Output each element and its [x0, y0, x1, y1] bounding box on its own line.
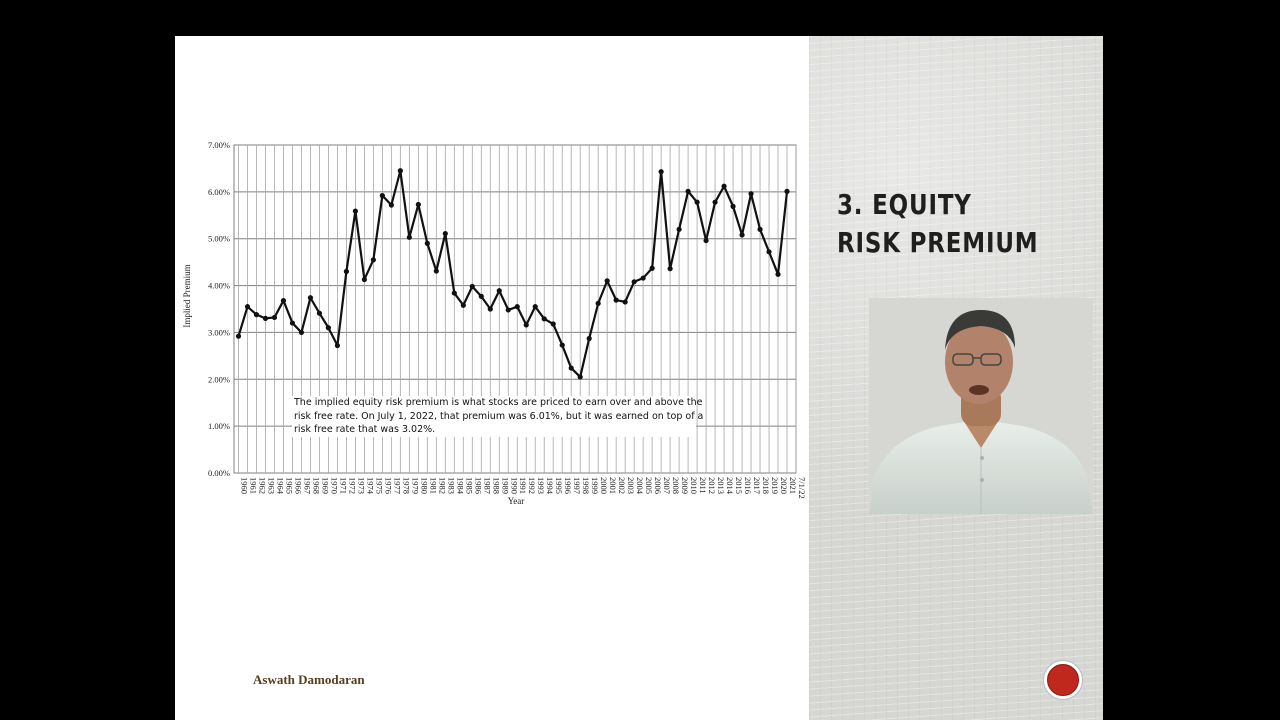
x-tick-label: 1988 [491, 477, 502, 494]
x-tick-label: 1966 [293, 477, 304, 494]
x-tick-label: 1985 [464, 477, 475, 494]
chart-annotation [292, 396, 704, 437]
data-point [569, 365, 574, 370]
x-tick-label: 1961 [248, 477, 259, 494]
x-tick-label: 2018 [761, 477, 772, 494]
x-tick-label: 1978 [401, 477, 412, 494]
data-point [443, 231, 448, 236]
data-point [344, 269, 349, 274]
x-tick-label: 2008 [671, 477, 682, 494]
x-tick-label: 2019 [770, 477, 781, 494]
data-point [524, 322, 529, 327]
data-point [389, 202, 394, 207]
data-point [712, 200, 717, 205]
data-point [596, 301, 601, 306]
x-tick-label: 2007 [662, 477, 673, 494]
data-point [506, 307, 511, 312]
presenter-video [869, 298, 1093, 514]
x-tick-label: 1987 [482, 477, 493, 494]
data-point [587, 336, 592, 341]
x-tick-label: 2021 [788, 477, 799, 494]
chart-annotation-line: risk free rate that was 3.02%. [294, 424, 436, 435]
x-tick-label: 1972 [347, 477, 358, 494]
x-tick-label: 1998 [581, 477, 592, 494]
author-name: Aswath Damodaran [253, 672, 365, 687]
data-point [497, 288, 502, 293]
data-point [263, 316, 268, 321]
data-point [353, 208, 358, 213]
data-point [488, 306, 493, 311]
data-point [623, 299, 628, 304]
data-point [272, 315, 277, 320]
x-tick-label: 2009 [680, 477, 691, 494]
x-tick-label: 1970 [329, 477, 340, 494]
x-tick-label: 1971 [338, 477, 349, 494]
data-point [236, 334, 241, 339]
data-point [308, 295, 313, 300]
x-tick-label: 1980 [419, 477, 430, 494]
x-tick-label: 1960 [239, 477, 250, 494]
data-point [461, 303, 466, 308]
data-point [748, 191, 753, 196]
data-point [730, 204, 735, 209]
chart-annotation-line: risk free rate. On July 1, 2022, that premium was 6.01%, but it was earned on top of a [294, 410, 704, 422]
x-tick-label: 1977 [392, 477, 403, 494]
x-tick-label: 2003 [626, 477, 637, 494]
data-point [326, 325, 331, 330]
x-tick-label: 1994 [545, 477, 556, 494]
data-point [578, 374, 583, 379]
y-tick-label: 5.00% [208, 233, 230, 244]
y-tick-label: 3.00% [208, 327, 230, 338]
x-tick-label: 2011 [698, 477, 709, 494]
data-point [685, 189, 690, 194]
x-tick-label: 2000 [599, 477, 610, 494]
x-tick-label: 1968 [311, 477, 322, 494]
data-point [317, 311, 322, 316]
data-point [632, 279, 637, 284]
x-tick-label: 2006 [653, 477, 664, 494]
x-tick-label: 1997 [572, 477, 583, 494]
chart-annotation-line: The implied equity risk premium is what stocks are priced to earn over and above the [294, 397, 703, 408]
data-point [434, 268, 439, 273]
x-tick-label: 1975 [374, 477, 385, 494]
x-tick-label: 1984 [455, 477, 466, 494]
data-point [659, 169, 664, 174]
data-point [425, 241, 430, 246]
x-tick-label: 1962 [257, 477, 268, 494]
data-point [416, 202, 421, 207]
x-tick-label: 2015 [734, 477, 745, 494]
slide [175, 36, 1103, 720]
y-axis-label: Implied Premium [182, 264, 192, 328]
y-tick-label: 7.00% [208, 140, 230, 150]
circle-button-icon [1047, 664, 1079, 696]
data-point [335, 343, 340, 348]
data-point [245, 304, 250, 309]
x-tick-label: 2012 [707, 477, 718, 494]
x-tick-label: 1986 [473, 477, 484, 494]
x-tick-label: 1982 [437, 477, 448, 494]
y-tick-label: 1.00% [208, 421, 230, 432]
x-tick-label: 1965 [284, 477, 295, 494]
x-tick-label: 2013 [716, 477, 727, 494]
data-point [641, 275, 646, 280]
x-tick-label: 1969 [320, 477, 331, 494]
y-tick-label: 0.00% [208, 468, 230, 478]
data-point [739, 232, 744, 237]
y-tick-label: 6.00% [208, 186, 230, 197]
data-point [757, 227, 762, 232]
x-tick-label: 1995 [554, 477, 565, 494]
slide-title: 3. EQUITY RISK PREMIUM [837, 188, 1039, 259]
x-tick-label: 1976 [383, 477, 394, 494]
data-point [515, 304, 520, 309]
data-point [281, 298, 286, 303]
x-tick-label: 2004 [635, 477, 646, 494]
data-point [784, 189, 789, 194]
data-point [380, 193, 385, 198]
y-tick-label: 2.00% [208, 374, 230, 385]
data-point [677, 227, 682, 232]
data-point [542, 316, 547, 321]
data-point [533, 304, 538, 309]
x-tick-label: 2001 [608, 477, 619, 494]
side-panel [809, 36, 1103, 720]
x-tick-label: 1989 [500, 477, 511, 494]
x-tick-label: 1979 [410, 477, 421, 494]
x-tick-label: 1999 [590, 477, 601, 494]
y-tick-label: 4.00% [208, 280, 230, 291]
x-tick-label: 1990 [509, 477, 520, 494]
data-point [551, 321, 556, 326]
x-tick-label: 7/1/22 [797, 477, 807, 499]
x-tick-label: 1993 [536, 477, 547, 494]
data-point [614, 297, 619, 302]
x-tick-label: 1981 [428, 477, 439, 494]
data-point [452, 290, 457, 295]
x-tick-label: 2002 [617, 477, 628, 494]
x-tick-label: 1973 [356, 477, 367, 494]
equity-premium-chart [175, 36, 809, 720]
x-tick-label: 2014 [725, 477, 736, 494]
data-point [398, 168, 403, 173]
data-point [299, 330, 304, 335]
data-point [650, 266, 655, 271]
x-tick-label: 1964 [275, 477, 286, 494]
x-tick-label: 2010 [689, 477, 700, 494]
data-point [371, 257, 376, 262]
data-point [703, 238, 708, 243]
data-point [721, 184, 726, 189]
x-tick-label: 1983 [446, 477, 457, 494]
data-point [407, 235, 412, 240]
x-tick-label: 2020 [779, 477, 790, 494]
data-point [560, 342, 565, 347]
data-point [694, 200, 699, 205]
x-tick-label: 1967 [302, 477, 313, 494]
x-tick-label: 1991 [518, 477, 529, 494]
x-axis-label: Year [507, 496, 525, 506]
data-point [605, 278, 610, 283]
nav-button[interactable] [1043, 660, 1083, 700]
data-point [290, 320, 295, 325]
x-tick-label: 1974 [365, 477, 376, 494]
series-line [239, 171, 788, 377]
data-point [668, 266, 673, 271]
x-tick-label: 2016 [743, 477, 754, 494]
x-tick-label: 2017 [752, 477, 763, 494]
x-tick-label: 2005 [644, 477, 655, 494]
data-point [766, 249, 771, 254]
x-tick-label: 1963 [266, 477, 277, 494]
data-point [479, 294, 484, 299]
x-tick-label: 1992 [527, 477, 538, 494]
data-point [470, 284, 475, 289]
x-tick-label: 1996 [563, 477, 574, 494]
data-point [362, 277, 367, 282]
data-point [775, 272, 780, 277]
data-point [254, 312, 259, 317]
